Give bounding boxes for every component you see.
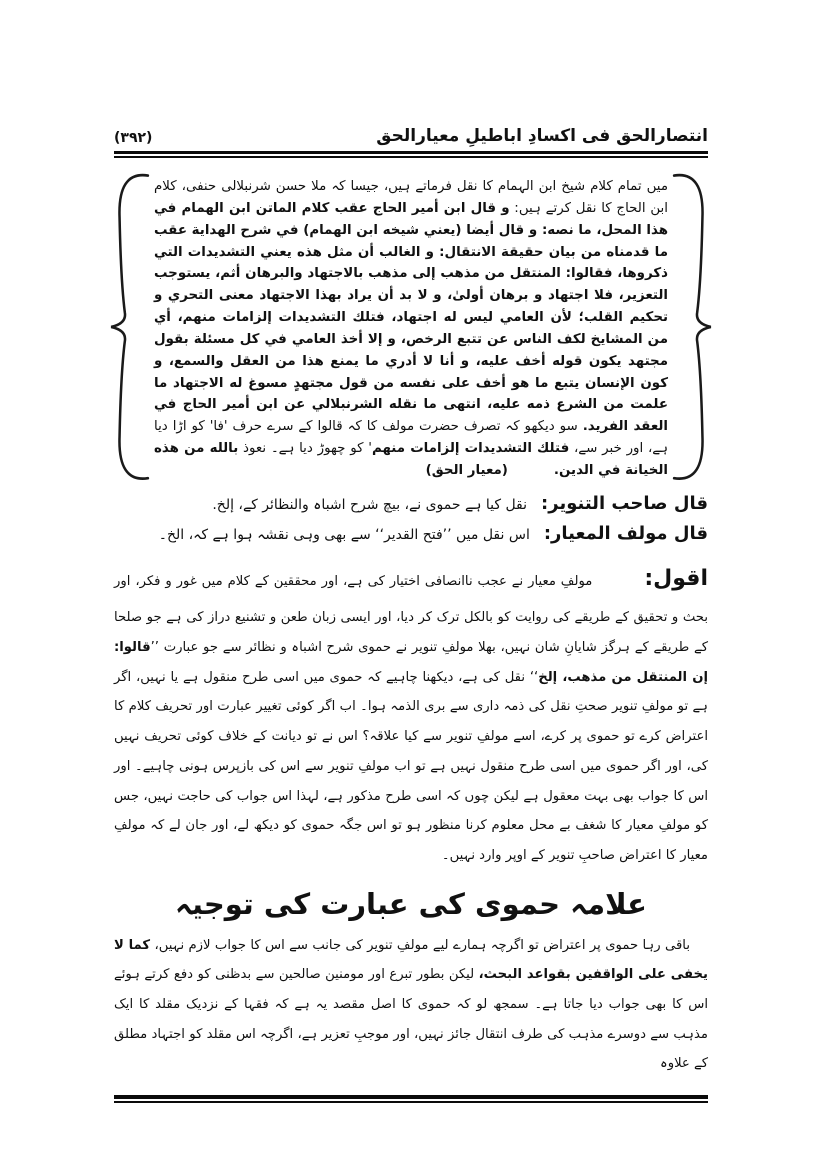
aqool-paragraph [114,554,708,871]
aqool-body: مولفِ معیار نے عجب ناانصافی اختیار کی ہے، اور محققین کے کلام میں غور و فکر، اور بحث و تحقیق کے طریقے کی روایت کو بالکل ترک کر دیا، اور ایسی زبان طعن و تشنیع دراز کی ہے جو صلحا کے طریقے کے ہرگز شایانِ شان نہیں، بھلا مولفِ تنویر نے حموی شرح اشباہ و نظائر سے جو عبارت ’’قالوا: إن المنتقل من مذهب، إلخ‘‘ نقل کی ہے، دیکھنا چاہیے کہ حموی میں اسی طرح منقول ہے یا نہیں، اگر ہے تو مولفِ تنویر صحتِ نقل کی ذمہ داری سے بری الذمہ ہوا۔ اب اگر کوئی تغییر عبارت اور تحریف کلام کا اعتراض کرے تو حموی پر کرے، اسے مولفِ تنویر سے کیا علاقہ؟ اس نے تو دیانت کے خلاف کوئی تحریف نہیں کی، اور اگر حموی میں اسی طرح منقول نہیں ہے تو اب مولفِ تنویر سے اس کی بازپرس ہونی چاہیے۔ اور اس کا جواب بھی بہت معقول ہے لیکن چوں کہ اسی طرح مذکور ہے، لہذا اس جواب کی حاجت نہیں، جس کو مولفِ معیار کا شغف بے محل معلوم کرنا منظور ہو تو اس جگہ حموی کو دیکھ لے، اور جان لے کہ مولفِ معیار کا اعتراض صاحبِ تنویر کے اوپر وارد نہیں۔ [114,573,708,863]
footer-divider [114,1095,708,1103]
quoted-passage [134,170,688,484]
quote-source: (معیار الحق) [425,462,508,478]
page-content [114,0,708,1103]
saying-text: نقل کیا ہے حموی نے، بیچ شرح اشباہ والنظائر کے، إلخ. [212,496,528,513]
saying-text: اس نقل میں ’’فتح القدیر‘‘ سے بھی وہی نقشہ ہوا ہے کہ، الخ۔ [158,526,530,543]
section-paragraph: باقی رہا حموی پر اعتراض تو اگرچہ ہمارے لیے مولفِ تنویر کی جانب سے اس کا جواب لازم نہیں، كما لا يخفى على الواقفين بقواعد البحث، لیکن بطور تبرع اور مومنین صالحین سے بدظنی کو دفع کرتے ہوئے اس کا بھی جواب دیا جاتا ہے۔ سمجھ لو کہ حموی کا اصل مقصد یہ ہے کہ فقہا کے نزدیک مقلد کا ایک مذہب سے دوسرے مذہب کی طرف انتقال جائز نہیں، اور موجبِ تعزیر ہے، اگرچہ اس مقلد کو اجتہاد مطلق کے علاوہ [114,937,708,1072]
quote-text [134,170,688,484]
section-heading: علامہ حموی کی عبارت کی توجیہ [175,886,647,921]
page-number: (۳۹۲) [114,130,153,146]
aqool-lead: اقول: [644,565,708,591]
book-title: انتصارالحق فی اکسادِ اباطیلِ معیارالحق [376,126,708,146]
saying-lead: قال مولف المعیار: [543,522,708,544]
saying-tanwir [114,493,708,514]
saying-lead: قال صاحب التنویر: [541,492,708,514]
header-divider [114,151,708,158]
quote-body: میں تمام کلام شیخ ابن الہمام کا نقل فرماتے ہیں، جیسا کہ ملا حسن شرنبلالی حنفی، کلام ابن الحاج کا نقل کرتے ہیں: و قال ابن أمير الحاج عقب كلام الماتن ابن الهمام في هذا المحل، ما نصه: و قال أيضا (يعني شيخه ابن الهمام) في شرح الهداية عقب ما قدمناه من بيان حقيقة الانتقال: و الغالب أن مثل هذه يعني التشديدات التي ذكروها، فقالوا: المنتقل من مذهب إلى مذهب بالاجتهاد والبرهان أثم، يستوجب التعزير، فلا اجتهاد و برهان أولىٰ، و لا بد أن يراد بهذا الاجتهاد معنى التحري و تحكيم القلب؛ لأن العامي ليس له اجتهاد، فتلك التشديدات إلزامات منهم، أي من المشايخ لكف الناس عن تتبع الرخص، و إلا أخذ العامي في كل مسئلة بقول مجتهد يكون قوله أخف عليه، و أنا لا أدري ما يمنع هذا من العقل والسمع، و كون الإنسان يتبع ما هو أخف على نفسه من قول مجتهدٍ مسوغ له الاجتهاد ما علمت من الشرع ذمه عليه، انتهى ما نقله الشرنبلالي عن ابن أمير الحاج في العقد الفريد. سو دیکھو کہ تصرف حضرت مولف کا کہ قالوا کے سرے حرف 'فا' کو اڑا دیا ہے، اور خبر سے، فتلك التشديدات إلزامات منهم' کو چھوڑ دیا ہے۔ نعوذ بالله من هذه الخيانة في الدين. [154,179,669,478]
saying-miyar [114,523,708,544]
page-header [114,0,708,146]
